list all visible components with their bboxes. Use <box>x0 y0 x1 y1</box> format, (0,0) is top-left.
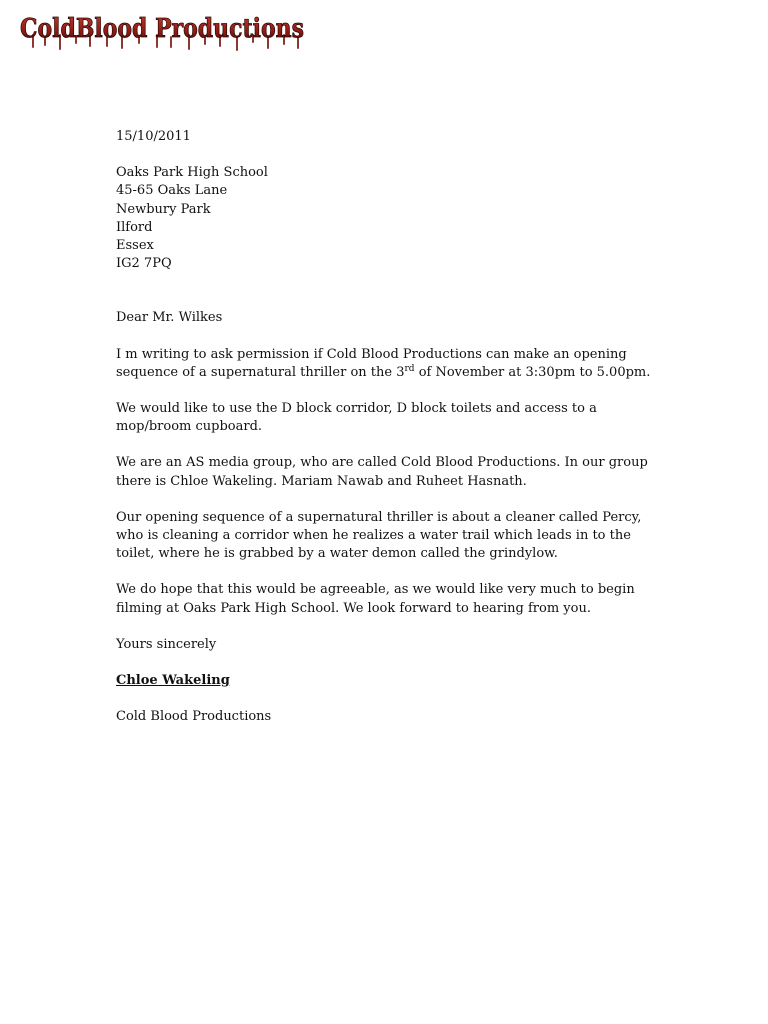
address-line: Oaks Park High School <box>116 165 268 181</box>
paragraph-permission <box>116 346 656 382</box>
ordinal-suffix: rd <box>404 363 415 374</box>
paragraph-locations <box>116 400 656 436</box>
logo-text: ColdBlood Productions <box>20 14 304 44</box>
paragraph-line: We would like to use the D block corridor, D block toilets and access to a <box>116 401 597 417</box>
paragraph-line: there is Chloe Wakeling. Mariam Nawab and Ruheet Hasnath. <box>116 473 527 489</box>
text-run: sequence of a supernatural thriller on the 3 <box>116 364 405 380</box>
letter-date: 15/10/2011 <box>116 129 191 144</box>
organization-name: Cold Blood Productions <box>116 709 272 725</box>
text-run: of November at 3:30pm to 5.00pm. <box>414 364 651 380</box>
paragraph-closing-request <box>116 581 656 617</box>
recipient-address <box>116 164 656 273</box>
letter-body <box>116 128 656 726</box>
paragraph-line: I m writing to ask permission if Cold Blood Productions can make an opening <box>116 346 627 362</box>
coldblood-productions-logo <box>18 10 308 58</box>
salutation: Dear Mr. Wilkes <box>116 310 223 326</box>
paragraph-group <box>116 454 656 490</box>
address-line: 45-65 Oaks Lane <box>116 183 228 199</box>
address-line: Ilford <box>116 219 153 235</box>
paragraph-line: mop/broom cupboard. <box>116 419 263 435</box>
paragraph-line: Our opening sequence of a supernatural thriller is about a cleaner called Percy, <box>116 509 642 525</box>
paragraph-line: who is cleaning a corridor when he realizes a water trail which leads in to the <box>116 528 631 544</box>
paragraph-line <box>116 364 656 382</box>
address-line: IG2 7PQ <box>116 256 172 272</box>
closing: Yours sincerely <box>116 636 217 652</box>
paragraph-line: toilet, where he is grabbed by a water demon called the grindylow. <box>116 546 558 562</box>
paragraph-synopsis <box>116 509 656 564</box>
paragraph-line: filming at Oaks Park High School. We look forward to hearing from you. <box>116 600 591 616</box>
paragraph-line: We do hope that this would be agreeable, as we would like very much to begin <box>116 582 635 598</box>
paragraph-line: We are an AS media group, who are called Cold Blood Productions. In our group <box>116 455 648 471</box>
signature-name: Chloe Wakeling <box>116 673 230 689</box>
address-line: Essex <box>116 238 154 254</box>
address-line: Newbury Park <box>116 201 211 217</box>
